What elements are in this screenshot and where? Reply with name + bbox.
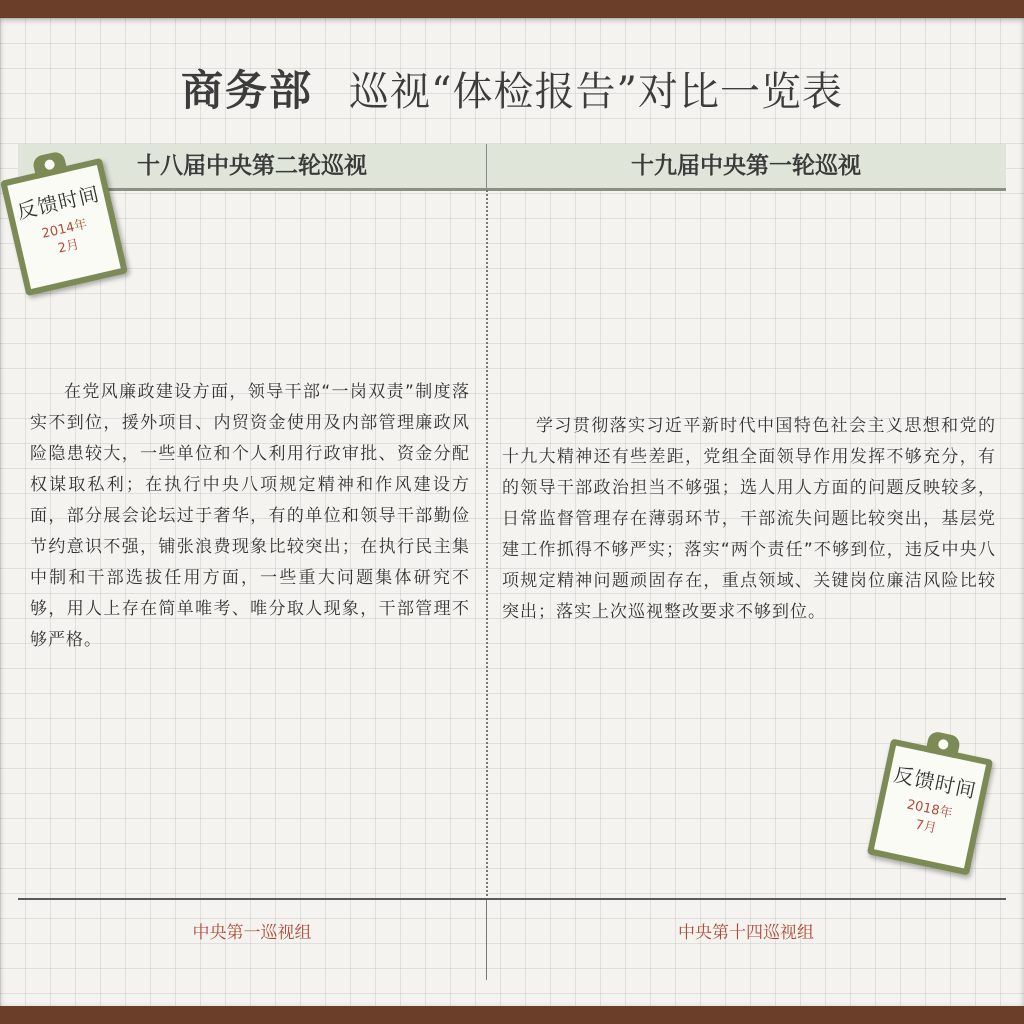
column-heading-left: 十八届中央第二轮巡视 bbox=[137, 153, 367, 179]
column-divider-dotted bbox=[486, 190, 488, 900]
body-text-left: 在党风廉政建设方面，领导干部“一岗双责”制度落实不到位，援外项目、内贸资金使用及内部管理廉政风险隐患较大，一些单位和个人利用行政审批、资金分配权谋取私利；在执行中央八项规定精神和作风建设方面，部分展会论坛过于奢华，有的单位和领导干部勤俭节约意识不强，铺张浪费现象比较突出；在执行民主集中制和干部选拔任用方面，一些重大问题集体研究不够，用人上存在简单唯考、唯分取人现象，干部管理不够严格。 bbox=[30, 382, 470, 650]
tag-year: 2014年 bbox=[40, 216, 89, 242]
title-org: 商务部 bbox=[181, 66, 314, 115]
tag-year: 2018年 bbox=[905, 797, 954, 822]
column-header-band bbox=[18, 144, 1006, 191]
footer-left: 中央第一巡视组 bbox=[192, 923, 312, 943]
paper-sheet bbox=[0, 18, 1024, 1006]
page-title bbox=[0, 58, 1024, 118]
tag-label: 反馈时间 bbox=[891, 762, 979, 804]
tag-month: 7月 bbox=[913, 817, 938, 837]
body-text-right: 学习贯彻落实习近平新时代中国特色社会主义思想和党的十九大精神还有些差距，党组全面领导作用发挥不够充分，有的领导干部政治担当不够强；选人用人方面的问题反映较多，日常监督管理存在薄弱环节，干部流失问题比较突出，基层党建工作抓得不够严实；落实“两个责任”不够到位，违反中央八项规定精神问题顽固存在，重点领域、关键岗位廉洁风险比较突出；落实上次巡视整改要求不够到位。 bbox=[502, 416, 996, 622]
tag-label: 反馈时间 bbox=[14, 181, 102, 224]
bottom-rule bbox=[18, 898, 1006, 900]
tag-month: 2月 bbox=[56, 237, 81, 257]
column-heading-right: 十九届中央第一轮巡视 bbox=[631, 153, 861, 179]
footer-right: 中央第十四巡视组 bbox=[678, 923, 814, 943]
title-subtitle: 巡视“体检报告”对比一览表 bbox=[349, 69, 843, 115]
